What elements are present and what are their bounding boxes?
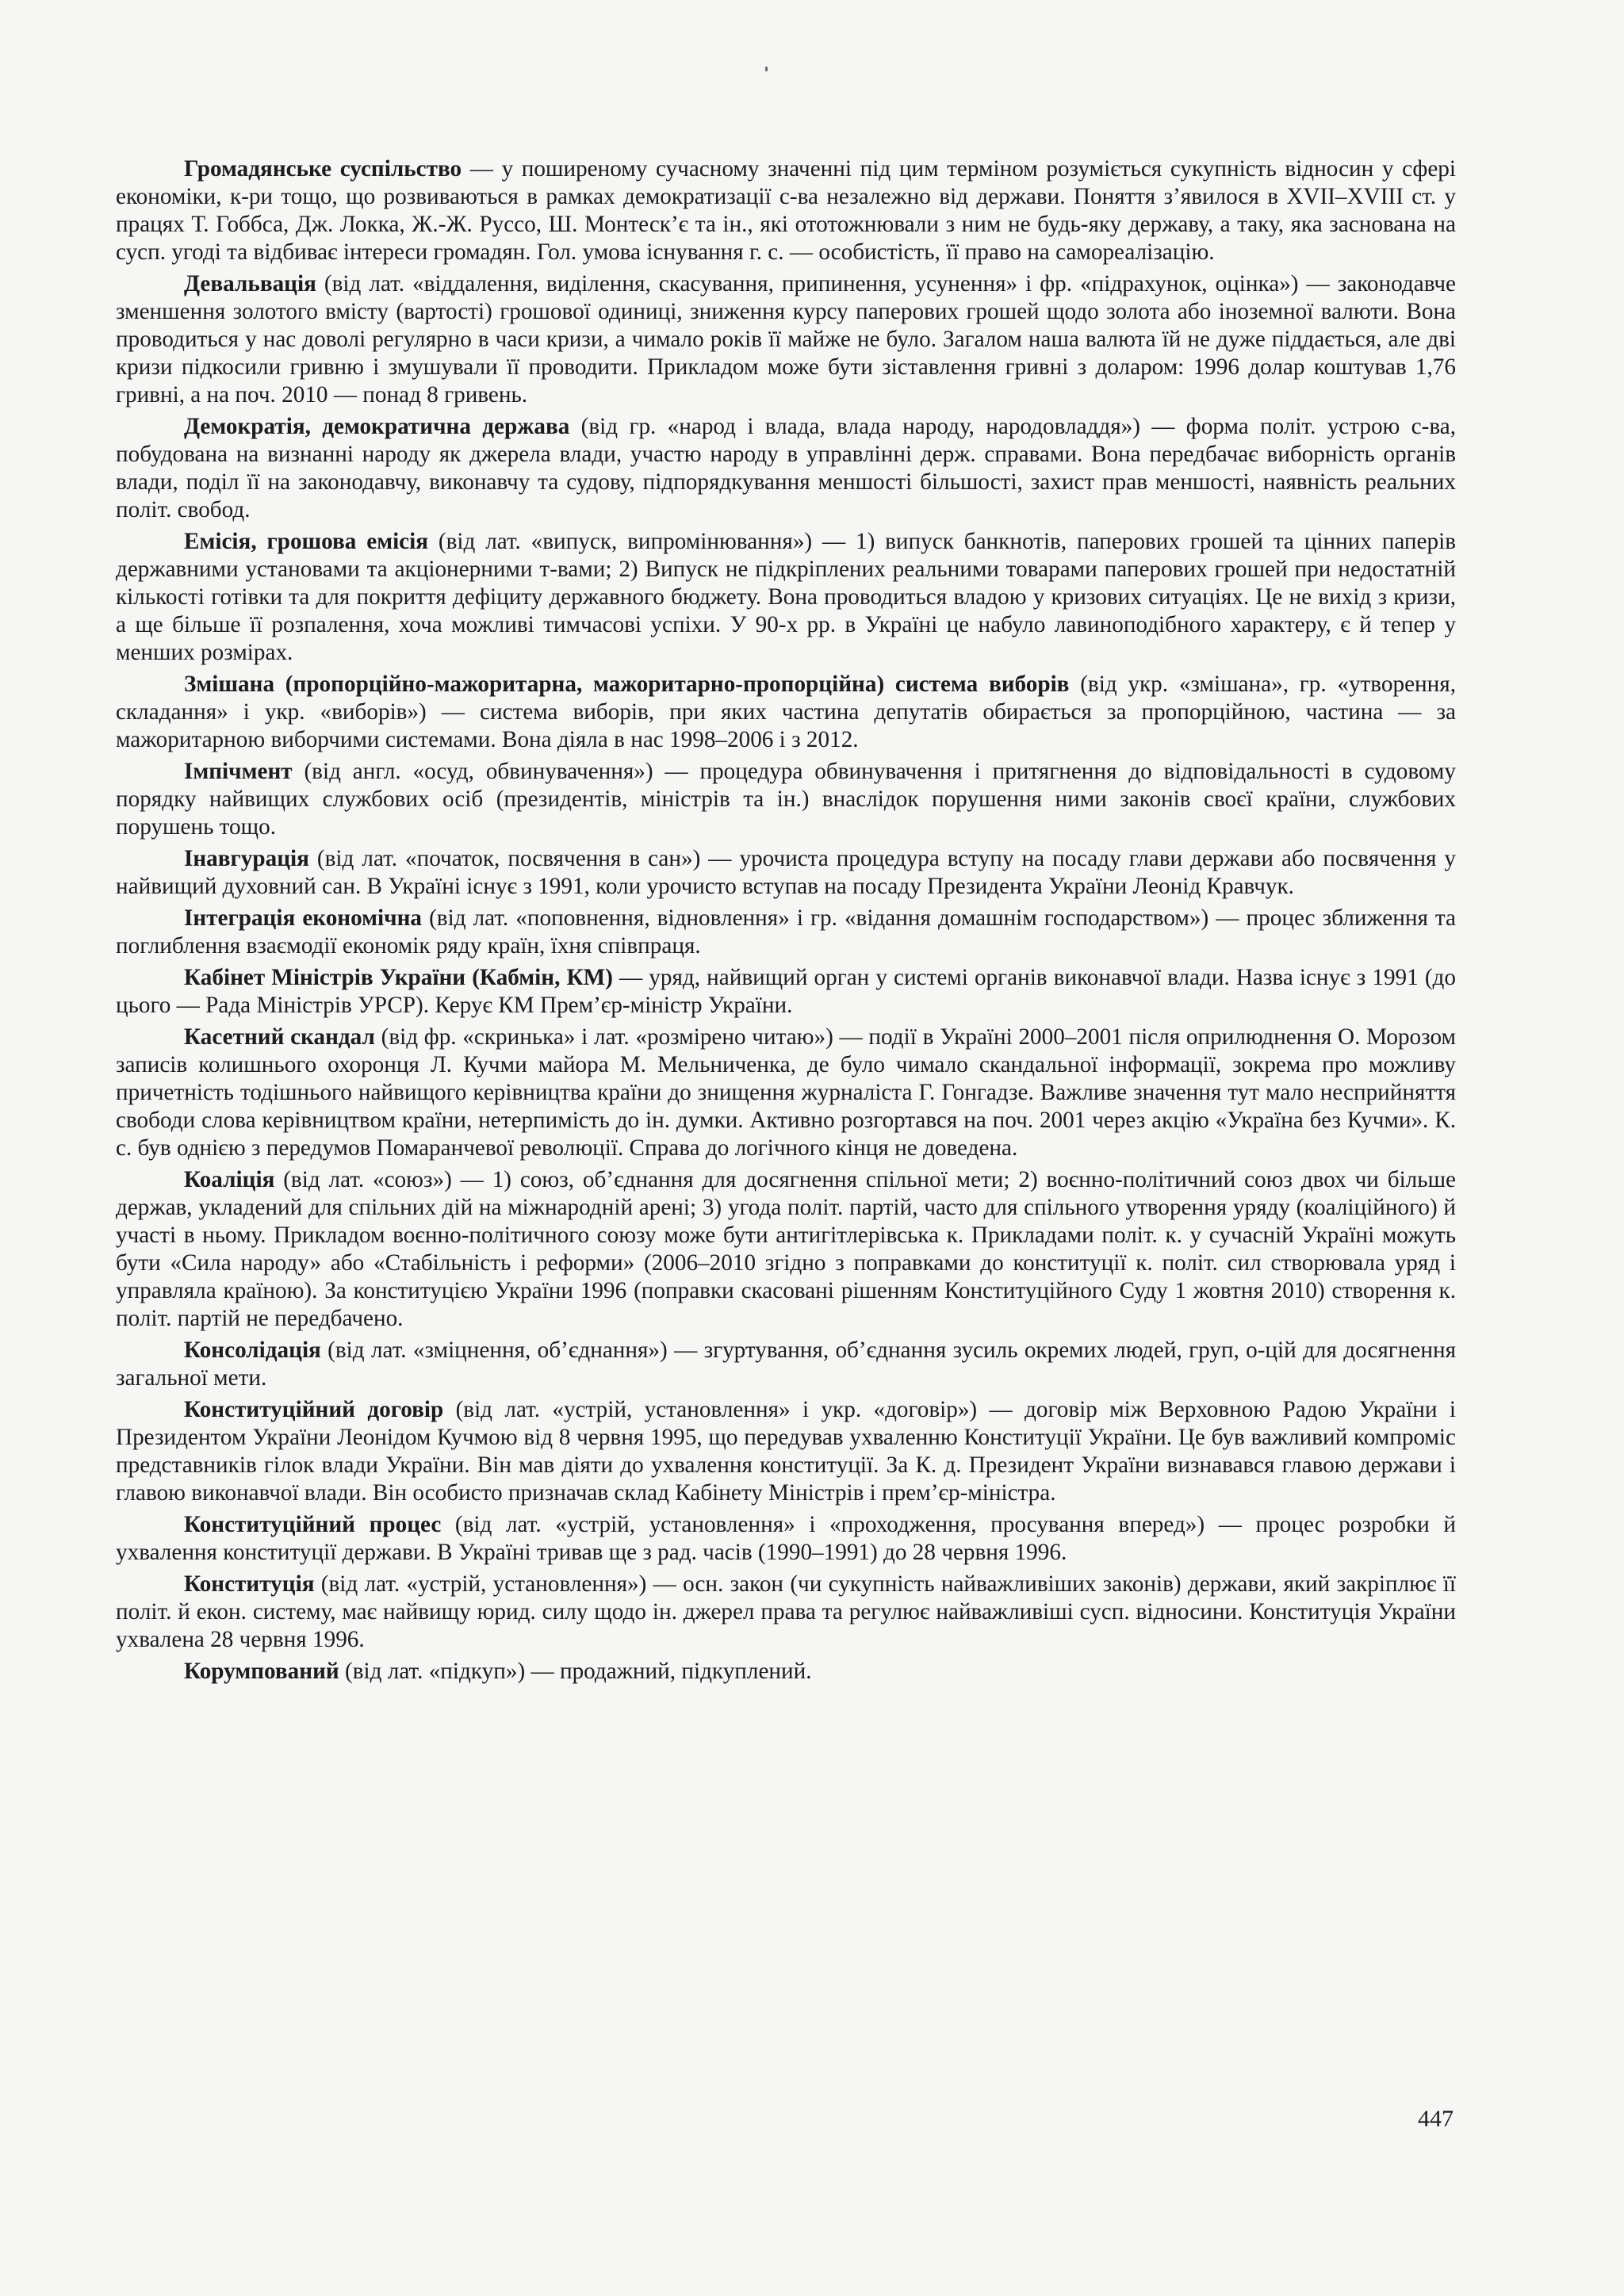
entry-term: Конституція <box>184 1571 315 1597</box>
entry-term: Громадянське суспільство <box>184 156 462 182</box>
entry-definition: (від лат. «початок, посвячення в сан») — урочиста процедура вступу на посаду глави держави або посвячення у найвищий духовний сан. В Україні існує з 1991, коли урочисто вступав на посаду Президента України Леонід Кравчук. <box>116 846 1456 899</box>
glossary-entry <box>116 1571 1456 1654</box>
entry-definition: (від фр. «скринька» і лат. «розмірено читаю») — події в Україні 2000–2001 після оприлюднення О. Морозом записів колишнього охоронця Л. Кучми майора М. Мельниченка, де було чимало скандальної інформації, зокрема про можливу причетність тодішнього найвищого керівництва країни до знищення журналіста Г. Гонгадзе. Важливе значення тут мало несприйняття свободи слова керівництвом країни, нетерпимість до ін. думки. Активно розгортався на поч. 2001 через акцію «Україна без Кучми». К. с. був однією з передумов Помаранчевої революції. Справа до логічного кінця не доведена. <box>116 1024 1456 1161</box>
entry-definition: (від лат. «союз») — 1) союз, об’єднання для досягнення спільної мети; 2) воєнно-політичний союз двох чи більше держав, укладений для спільних дій на міжнародній арені; 3) угода політ. партій, часто для спільного утворення уряду (коаліційного) й участі в ньому. Прикладом воєнно-політичного союзу може бути антигітлерівська к. Прикладами політ. к. у сучасній Україні можуть бути «Сила народу» або «Стабільність і реформи» (2006–2010 згідно з поправками до конституції к. політ. сил створювала уряд і управляла країною). За конституцією України 1996 (поправки скасовані рішенням Конституційного Суду 1 жовтня 2010) створення к. політ. партій не передбачено. <box>116 1167 1456 1331</box>
entry-term: Кабінет Міністрів України (Кабмін, КМ) <box>184 965 613 990</box>
entry-definition: (від гр. «народ і влада, влада народу, народовладдя») — форма політ. устрою с-ва, побудована на визнанні народу як джерела влади, участю народу в управлінні держ. справами. Вона передбачає виборність органів влади, поділ її на законодавчу, виконавчу та судову, підпорядкування меншості більшості, захист прав меншості, наявність реальних політ. свобод. <box>116 414 1456 522</box>
entry-definition: (від лат. «поповнення, відновлення» і гр. «відання домашнім господарством») — процес зближення та поглиблення взаємодії економік ряду країн, їхня співпраця. <box>116 905 1456 959</box>
glossary-entry <box>116 1396 1456 1507</box>
glossary-entry <box>116 528 1456 667</box>
glossary-entry <box>116 845 1456 901</box>
glossary-entry <box>116 1511 1456 1567</box>
entry-term: Імпічмент <box>184 759 293 784</box>
entry-definition: (від лат. «устрій, установлення» і «проходження, просування вперед») — процес розробки й ухвалення конституції держави. В Україні тривав ще з рад. часів (1990–1991) до 28 червня 1996. <box>116 1512 1456 1565</box>
glossary-entry <box>116 155 1456 266</box>
glossary-entry <box>116 964 1456 1020</box>
entry-term: Конституційний договір <box>184 1397 444 1422</box>
entry-definition: (від англ. «осуд, обвинувачення») — процедура обвинувачення і притягнення до відповідальності в судовому порядку найвищих службових осіб (президентів, міністрів та ін.) внаслідок порушення ними законів своєї країни, службових порушень тощо. <box>116 759 1456 840</box>
glossary-entry <box>116 1658 1456 1686</box>
glossary-entry <box>116 671 1456 754</box>
glossary-entry <box>116 270 1456 409</box>
entry-term: Інавгурація <box>184 846 309 871</box>
entry-term: Змішана (пропорційно-мажоритарна, мажоритарно-пропорційна) система виборів <box>184 672 1070 697</box>
entry-definition: — уряд, найвищий орган у системі органів виконавчої влади. Назва існує з 1991 (до цього — Рада Міністрів УРСР). Керує КМ Прем’єр-міністр України. <box>116 965 1456 1018</box>
entry-definition: (від лат. «зміцнення, об’єднання») — згуртування, об’єднання зусиль окремих людей, груп, о-цій для досягнення загальної мети. <box>116 1337 1456 1391</box>
page-number: 447 <box>1418 2106 1454 2132</box>
entry-term: Консолідація <box>184 1337 321 1363</box>
glossary-entry <box>116 905 1456 960</box>
entry-definition: — у поширеному сучасному значенні під цим терміном розуміється сукупність відносин у сфері економіки, к-ри тощо, що розвиваються в рамках демократизації с-ва незалежно від держави. Поняття з’явилося в XVII–XVIII ст. у працях Т. Гоббса, Дж. Локка, Ж.-Ж. Руссо, Ш. Монтеск’є та ін., які ототожнювали з ним не будь-яку державу, а таку, яка заснована на сусп. угоді та відбиває інтереси громадян. Гол. умова існування г. с. — особистість, її право на самореалізацію. <box>116 156 1456 265</box>
entry-term: Коаліція <box>184 1167 275 1192</box>
glossary-body <box>116 155 1456 1689</box>
scan-speck <box>765 67 768 71</box>
entry-term: Конституційний процес <box>184 1512 442 1537</box>
entry-term: Девальвація <box>184 271 316 297</box>
entry-definition: (від лат. «устрій, установлення») — осн. закон (чи сукупність найважливіших законів) держави, який закріплює її політ. й екон. систему, має найвищу юрид. силу щодо ін. джерел права та регулює найважливіші сусп. відносини. Конституція України ухвалена 28 червня 1996. <box>116 1571 1456 1652</box>
glossary-entry <box>116 1337 1456 1392</box>
entry-term: Емісія, грошова емісія <box>184 529 429 554</box>
glossary-entry <box>116 758 1456 841</box>
entry-definition: (від укр. «змішана», гр. «утворення, складання» і укр. «виборів») — система виборів, при яких частина депутатів обирається за пропорційною, частина — за мажоритарною виборчими системами. Вона діяла в нас 1998–2006 і з 2012. <box>116 672 1456 752</box>
glossary-entry <box>116 1024 1456 1162</box>
entry-term: Касетний скандал <box>184 1024 375 1050</box>
entry-term: Корумпований <box>184 1659 339 1684</box>
glossary-entry <box>116 413 1456 524</box>
entry-term: Інтеграція економічна <box>184 905 423 931</box>
entry-definition: (від лат. «устрій, установлення» і укр. «договір») — договір між Верховною Радою України і Президентом України Леонідом Кучмою від 8 червня 1995, що передував ухваленню Конституції України. Це був важливий компроміс представників гілок влади України. Він мав діяти до ухвалення конституції. За К. д. Президент України визнавався главою держави і главою виконавчої влади. Він особисто призначав склад Кабінету Міністрів і прем’єр-міністра. <box>116 1397 1456 1506</box>
entry-definition: (від лат. «випуск, випромінювання») — 1) випуск банкнотів, паперових грошей та цінних паперів державними установами та акціонерними т-вами; 2) Випуск не підкріплених реальними товарами паперових грошей при недостатній кількості готівки та для покриття дефіциту державного бюджету. Вона проводиться владою у кризових ситуаціях. Це не вихід з кризи, а ще більше її розпалення, хоча можливі тимчасові успіхи. У 90-х рр. в Україні це набуло лавиноподібного характеру, є й тепер у менших розмірах. <box>116 529 1456 665</box>
glossary-entry <box>116 1166 1456 1333</box>
entry-term: Демократія, демократична держава <box>184 414 570 439</box>
entry-definition: (від лат. «віддалення, виділення, скасування, припинення, усунення» і фр. «підрахунок, оцінка») — законодавче зменшення золотого вмісту (вартості) грошової одиниці, зниження курсу паперових грошей щодо золота або іноземної валюти. Вона проводиться у нас доволі регулярно в часи кризи, а чимало років її майже не було. Загалом наша валюта їй не дуже піддається, але дві кризи підкосили гривню і змушували її проводити. Прикладом може бути зіставлення гривні з доларом: 1996 долар коштував 1,76 гривні, а на поч. 2010 — понад 8 гривень. <box>116 271 1456 408</box>
entry-definition: (від лат. «підкуп») — продажний, підкуплений. <box>339 1659 812 1684</box>
